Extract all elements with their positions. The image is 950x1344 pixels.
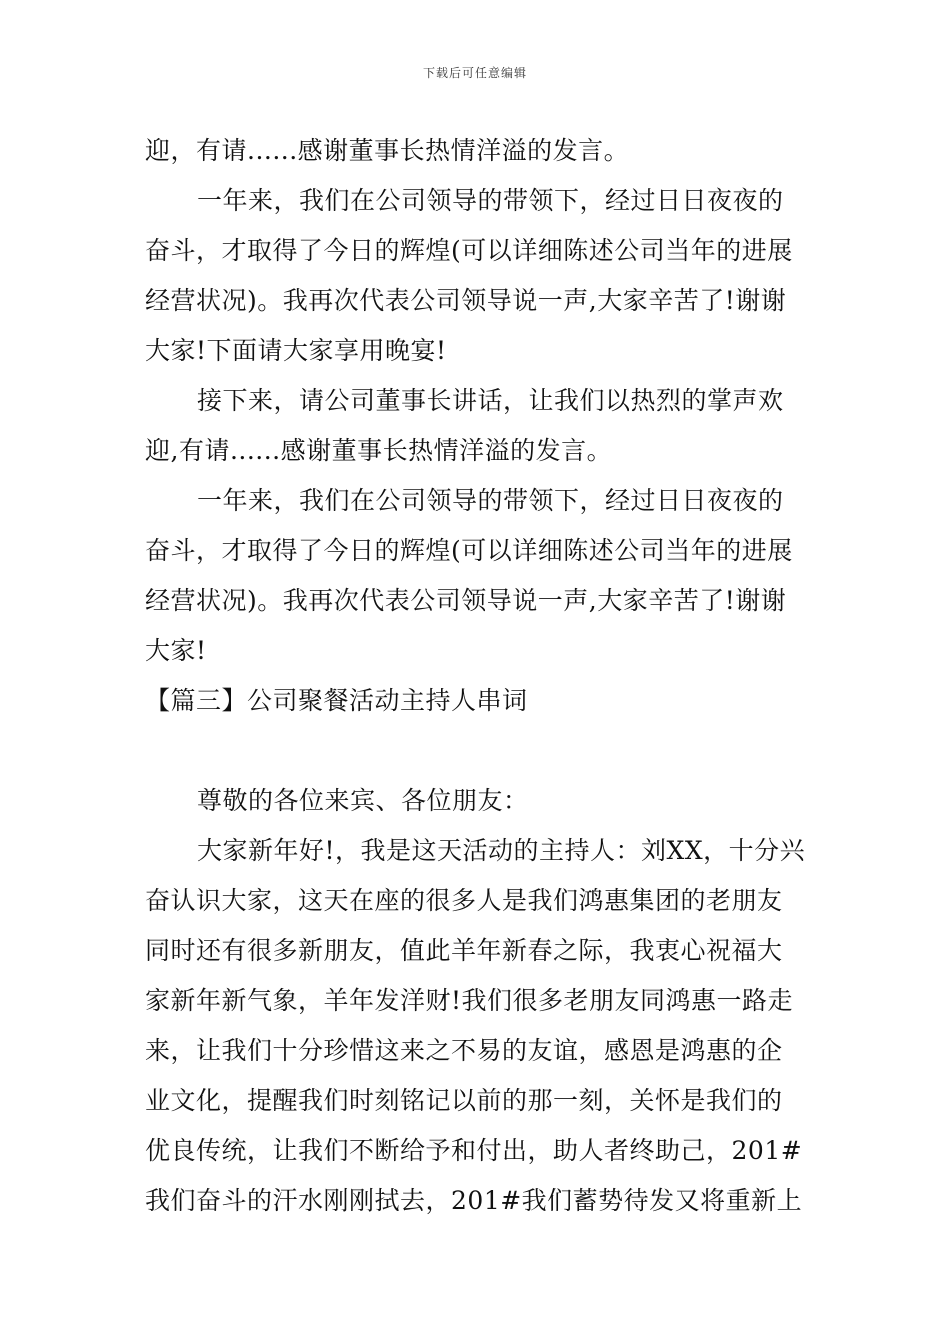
paragraph-start: 一年来，我们在公司领导的带领下，经过日日夜夜的 bbox=[197, 486, 784, 515]
text-line: 经营状况)。我再次代表公司领导说一声,大家辛苦了!谢谢 bbox=[145, 286, 787, 315]
text-line: 大家! bbox=[145, 636, 207, 665]
blank-line bbox=[145, 726, 810, 776]
text-line: 优良传统，让我们不断给予和付出，助人者终助己，201# bbox=[145, 1136, 803, 1165]
salutation: 尊敬的各位来宾、各位朋友： bbox=[197, 786, 529, 815]
text-line: 业文化，提醒我们时刻铭记以前的那一刻，关怀是我们的 bbox=[145, 1086, 783, 1115]
paragraph-start: 接下来，请公司董事长讲话，让我们以热烈的掌声欢 bbox=[197, 386, 784, 415]
text-line: 经营状况)。我再次代表公司领导说一声,大家辛苦了!谢谢 bbox=[145, 586, 787, 615]
text-line: 迎，有请......感谢董事长热情洋溢的发言。 bbox=[145, 136, 630, 165]
text-line: 迎,有请......感谢董事长热情洋溢的发言。 bbox=[145, 436, 613, 465]
text-line: 来，让我们十分珍惜这来之不易的友谊，感恩是鸿惠的企 bbox=[145, 1036, 783, 1065]
text-line: 大家!下面请大家享用晚宴! bbox=[145, 336, 447, 365]
paragraph-start: 一年来，我们在公司领导的带领下，经过日日夜夜的 bbox=[197, 186, 784, 215]
text-line: 同时还有很多新朋友，值此羊年新春之际，我衷心祝福大 bbox=[145, 936, 783, 965]
section-heading: 【篇三】公司聚餐活动主持人串词 bbox=[145, 686, 528, 715]
text-line: 奋斗，才取得了今日的辉煌(可以详细陈述公司当年的进展 bbox=[145, 536, 793, 565]
text-line: 家新年新气象，羊年发洋财!我们很多老朋友同鸿惠一路走 bbox=[145, 986, 794, 1015]
page-header: 下载后可任意编辑 bbox=[422, 66, 527, 80]
text-line: 奋斗，才取得了今日的辉煌(可以详细陈述公司当年的进展 bbox=[145, 236, 793, 265]
text-line: 奋认识大家，这天在座的很多人是我们鸿惠集团的老朋友 bbox=[145, 886, 783, 915]
text-line: 我们奋斗的汗水刚刚拭去，201#我们蓄势待发又将重新上 bbox=[145, 1186, 803, 1215]
document-body bbox=[145, 126, 810, 1226]
paragraph-start: 大家新年好!，我是这天活动的主持人：刘XX，十分兴 bbox=[197, 836, 806, 865]
